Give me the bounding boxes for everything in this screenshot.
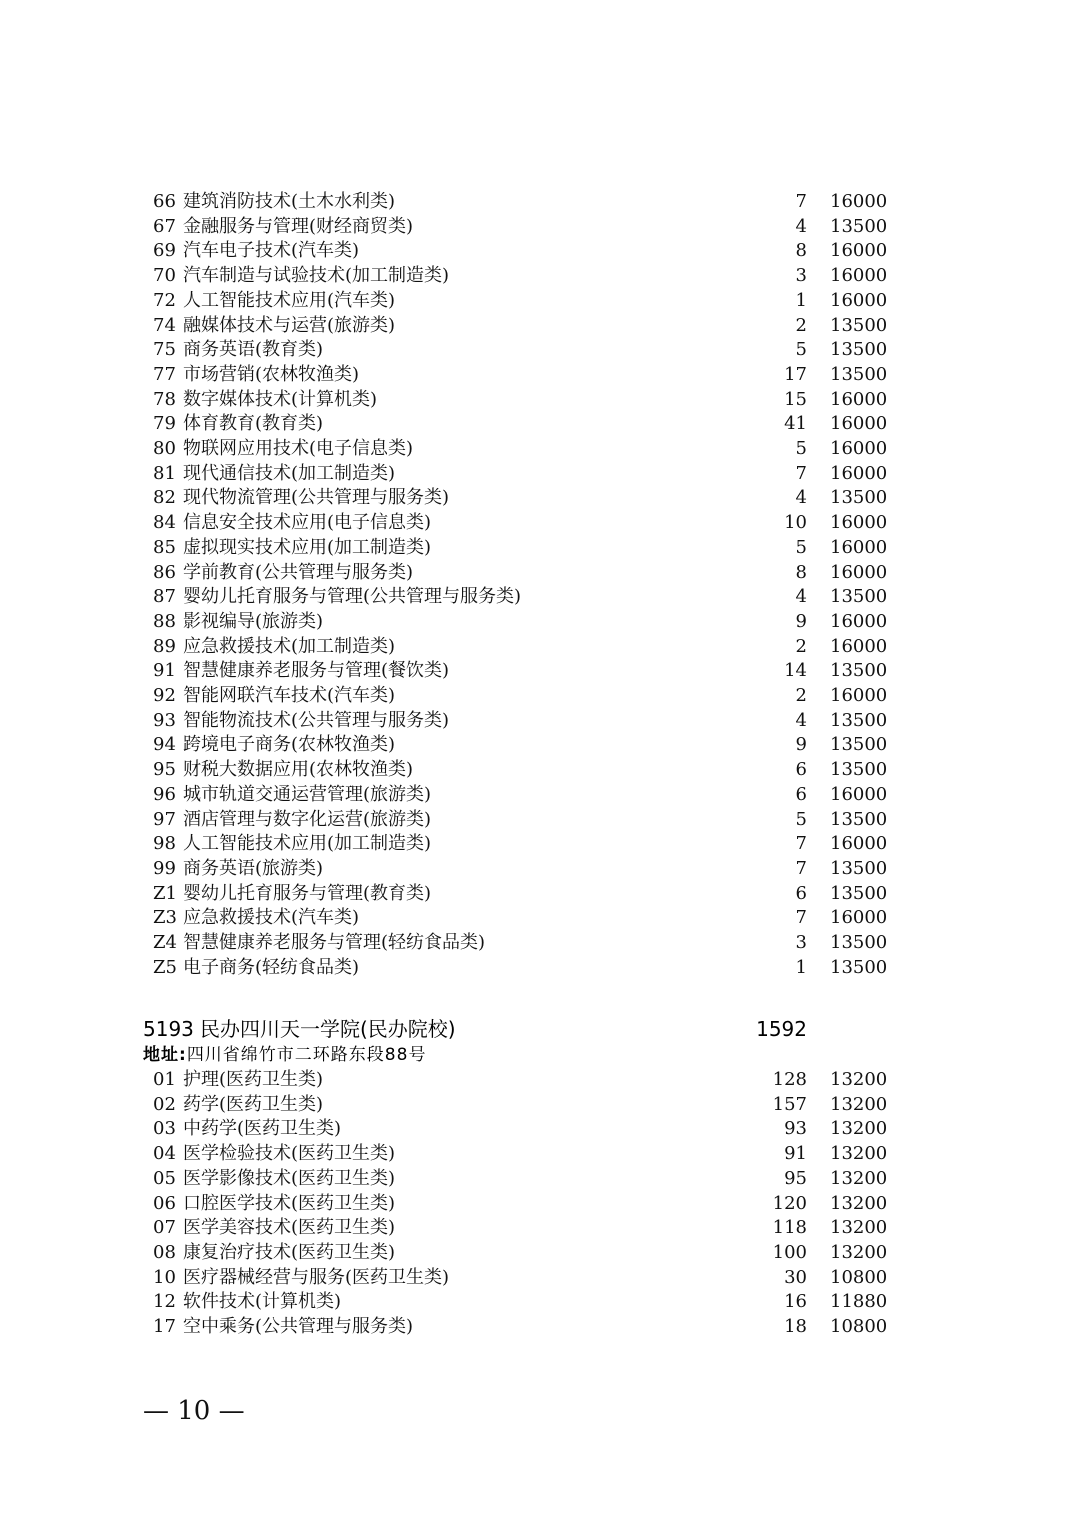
program-name: 融媒体技术与运营(旅游类) [183,314,396,336]
program-name: 体育教育(教育类) [183,413,324,435]
tuition-fee: 16000 [830,907,888,929]
enrollment-count: 5 [795,536,807,558]
program-code: Z1 [153,882,177,904]
program-name: 医学检验技术(医药卫生类) [183,1143,396,1165]
enrollment-count: 6 [795,882,807,904]
table-row [0,931,1080,956]
program-name: 汽车制造与试验技术(加工制造类) [183,265,450,287]
enrollment-count: 9 [795,610,807,632]
tuition-fee: 16000 [830,833,888,855]
tuition-fee: 13500 [830,339,888,361]
table-row [0,289,1080,314]
enrollment-count: 10 [784,512,807,534]
program-code: 07 [153,1217,176,1239]
program-name: 药学(医药卫生类) [183,1093,324,1115]
tuition-fee: 13500 [830,759,888,781]
program-code: 89 [153,635,176,657]
program-name: 软件技术(计算机类) [183,1291,342,1313]
tuition-fee: 16000 [830,388,888,410]
program-code: 78 [153,388,176,410]
enrollment-count: 5 [795,339,807,361]
program-code: 85 [153,536,176,558]
enrollment-count: 7 [795,907,807,929]
program-code: 99 [153,857,176,879]
program-code: 96 [153,783,176,805]
table-row [0,758,1080,783]
school-total-enrollment: 1592 [756,1017,807,1041]
program-code: 81 [153,462,176,484]
tuition-fee: 16000 [830,462,888,484]
enrollment-count: 14 [784,660,807,682]
table-row [0,1290,1080,1315]
tuition-fee: 16000 [830,512,888,534]
tuition-fee: 16000 [830,191,888,212]
school-name: 民办四川天一学院(民办院校) [200,1017,456,1041]
program-code: 03 [153,1118,176,1140]
address-text: 四川省绵竹市二环路东段88号 [186,1045,427,1065]
program-code: 70 [153,265,176,287]
program-name: 城市轨道交通运营管理(旅游类) [183,783,432,805]
program-name: 医学影像技术(医药卫生类) [183,1167,396,1189]
enrollment-count: 120 [772,1192,807,1214]
enrollment-count: 3 [795,265,807,287]
program-code: 77 [153,363,176,385]
table-row [0,1315,1080,1340]
program-code: 84 [153,512,176,534]
table-row [0,1266,1080,1291]
tuition-fee: 13500 [830,932,888,953]
program-name: 数字媒体技术(计算机类) [183,388,378,410]
tuition-fee: 13200 [830,1217,888,1239]
tuition-fee: 16000 [830,240,888,262]
program-code: Z5 [153,956,177,978]
enrollment-count: 8 [795,561,807,583]
program-code: 69 [153,240,176,262]
table-row [0,956,1080,981]
enrollment-count: 17 [784,363,807,385]
program-code: 86 [153,561,176,583]
program-name: 市场营销(农林牧渔类) [183,363,360,385]
program-name: 智慧健康养老服务与管理(轻纺食品类) [183,932,486,953]
tuition-fee: 16000 [830,685,888,706]
school-address [143,1043,426,1067]
tuition-fee: 13200 [830,1093,888,1115]
tuition-fee: 16000 [830,265,888,287]
tuition-fee: 11880 [830,1291,888,1313]
enrollment-count: 1 [795,289,807,311]
tuition-fee: 13200 [830,1167,888,1189]
program-name: 应急救援技术(汽车类) [183,907,360,929]
tuition-fee: 13500 [830,734,888,756]
tuition-fee: 13500 [830,487,888,509]
program-name: 空中乘务(公共管理与服务类) [183,1316,414,1337]
program-name: 康复治疗技术(医药卫生类) [183,1241,396,1263]
enrollment-count: 5 [795,438,807,459]
program-code: 92 [153,685,176,706]
tuition-fee: 13500 [830,586,888,608]
program-code: 98 [153,833,176,855]
tuition-fee: 16000 [830,635,888,657]
program-code: 17 [153,1316,176,1337]
table-row [0,585,1080,610]
enrollment-count: 157 [772,1093,807,1115]
program-code: 04 [153,1143,176,1165]
table-row [0,264,1080,289]
table-row [0,610,1080,635]
program-name: 口腔医学技术(医药卫生类) [183,1192,396,1214]
tuition-fee: 13500 [830,660,888,682]
enrollment-count: 16 [784,1291,807,1313]
program-name: 医疗器械经营与服务(医药卫生类) [183,1266,450,1288]
enrollment-count: 9 [795,734,807,756]
program-code: 87 [153,586,176,608]
program-name: 现代通信技术(加工制造类) [183,462,396,484]
table-row [0,314,1080,339]
tuition-fee: 13500 [830,709,888,731]
program-code: 02 [153,1093,176,1115]
enrollment-count: 7 [795,191,807,212]
enrollment-count: 2 [795,635,807,657]
program-code: 80 [153,438,176,459]
program-code: 97 [153,808,176,830]
program-name: 商务英语(旅游类) [183,857,324,879]
program-name: 跨境电子商务(农林牧渔类) [183,734,396,756]
table-row [0,536,1080,561]
program-code: 79 [153,413,176,435]
program-code: 67 [153,215,176,237]
page-number: — 10 — [143,1396,245,1426]
enrollment-count: 6 [795,759,807,781]
table-row [0,1068,1080,1093]
program-name: 中药学(医药卫生类) [183,1118,342,1140]
enrollment-count: 7 [795,462,807,484]
program-code: Z4 [153,932,177,953]
enrollment-count: 93 [784,1118,807,1140]
program-name: 应急救援技术(加工制造类) [183,635,396,657]
tuition-fee: 16000 [830,413,888,435]
tuition-fee: 10800 [830,1266,888,1288]
tuition-fee: 16000 [830,438,888,459]
table-row [0,190,1080,215]
program-code: 05 [153,1167,176,1189]
program-code: 01 [153,1069,176,1090]
enrollment-count: 15 [784,388,807,410]
program-code: 91 [153,660,176,682]
tuition-fee: 16000 [830,783,888,805]
program-code: 82 [153,487,176,509]
table-row [0,783,1080,808]
table-row [0,857,1080,882]
enrollment-count: 4 [795,586,807,608]
program-name: 婴幼儿托育服务与管理(教育类) [183,882,432,904]
tuition-fee: 16000 [830,536,888,558]
program-name: 电子商务(轻纺食品类) [183,956,360,978]
enrollment-count: 18 [784,1316,807,1337]
program-name: 信息安全技术应用(电子信息类) [183,512,432,534]
program-name: 建筑消防技术(土木水利类) [183,191,396,212]
program-name: 物联网应用技术(电子信息类) [183,438,414,459]
table-row [0,1167,1080,1192]
enrollment-count: 100 [772,1241,807,1263]
school-header [0,1015,1080,1043]
table-row [0,239,1080,264]
table-row [0,561,1080,586]
table-row [0,733,1080,758]
table-row [0,215,1080,240]
tuition-fee: 13200 [830,1069,888,1090]
table-row [0,486,1080,511]
program-code: 66 [153,191,176,212]
program-name: 影视编导(旅游类) [183,610,324,632]
enrollment-count: 4 [795,215,807,237]
enrollment-count: 5 [795,808,807,830]
enrollment-count: 3 [795,932,807,953]
table-row [0,1241,1080,1266]
table-row [0,338,1080,363]
enrollment-count: 7 [795,857,807,879]
table-row [0,684,1080,709]
program-name: 智能物流技术(公共管理与服务类) [183,709,450,731]
tuition-fee: 13200 [830,1118,888,1140]
table-row [0,906,1080,931]
program-code: 08 [153,1241,176,1263]
tuition-fee: 10800 [830,1316,888,1337]
program-code: 72 [153,289,176,311]
table-row [0,1093,1080,1118]
table-row [0,462,1080,487]
table-row [0,832,1080,857]
table-row [0,882,1080,907]
tuition-fee: 13500 [830,215,888,237]
program-code: 94 [153,734,176,756]
program-name: 金融服务与管理(财经商贸类) [183,215,414,237]
tuition-fee: 16000 [830,610,888,632]
enrollment-count: 7 [795,833,807,855]
tuition-fee: 13500 [830,314,888,336]
table-row [0,388,1080,413]
program-name: 护理(医药卫生类) [183,1069,324,1090]
program-name: 学前教育(公共管理与服务类) [183,561,414,583]
enrollment-count: 2 [795,685,807,706]
enrollment-count: 6 [795,783,807,805]
table-row [0,635,1080,660]
table-row [0,1142,1080,1167]
table-row [0,1192,1080,1217]
program-code: 95 [153,759,176,781]
enrollment-count: 30 [784,1266,807,1288]
tuition-fee: 13200 [830,1192,888,1214]
program-code: 12 [153,1291,176,1313]
enrollment-count: 4 [795,487,807,509]
program-name: 人工智能技术应用(加工制造类) [183,833,432,855]
enrollment-count: 8 [795,240,807,262]
tuition-fee: 13200 [830,1241,888,1263]
tuition-fee: 16000 [830,289,888,311]
enrollment-count: 1 [795,956,807,978]
program-name: 智能网联汽车技术(汽车类) [183,685,396,706]
program-name: 酒店管理与数字化运营(旅游类) [183,808,432,830]
table-row [0,363,1080,388]
enrollment-count: 128 [772,1069,807,1090]
school-code: 5193 [143,1017,194,1041]
program-code: 93 [153,709,176,731]
table-row [0,1216,1080,1241]
program-name: 医学美容技术(医药卫生类) [183,1217,396,1239]
table-row [0,709,1080,734]
program-name: 人工智能技术应用(汽车类) [183,289,396,311]
table-row [0,808,1080,833]
tuition-fee: 13500 [830,363,888,385]
program-name: 财税大数据应用(农林牧渔类) [183,759,414,781]
address-label: 地址: [143,1045,187,1065]
program-code: 74 [153,314,176,336]
enrollment-count: 95 [784,1167,807,1189]
program-name: 婴幼儿托育服务与管理(公共管理与服务类) [183,586,522,608]
enrollment-count: 4 [795,709,807,731]
enrollment-count: 91 [784,1143,807,1165]
table-row [0,659,1080,684]
tuition-fee: 13500 [830,808,888,830]
tuition-fee: 13500 [830,857,888,879]
tuition-fee: 16000 [830,561,888,583]
program-name: 智慧健康养老服务与管理(餐饮类) [183,660,450,682]
enrollment-count: 118 [772,1217,807,1239]
enrollment-count: 2 [795,314,807,336]
tuition-fee: 13500 [830,882,888,904]
table-row [0,412,1080,437]
program-code: 75 [153,339,176,361]
table-row [0,1117,1080,1142]
program-name: 虚拟现实技术应用(加工制造类) [183,536,432,558]
program-code: 88 [153,610,176,632]
table-row [0,437,1080,462]
program-code: Z3 [153,907,177,929]
enrollment-count: 41 [784,413,807,435]
program-code: 06 [153,1192,176,1214]
tuition-fee: 13200 [830,1143,888,1165]
program-name: 商务英语(教育类) [183,339,324,361]
table-row [0,511,1080,536]
program-code: 10 [153,1266,176,1288]
program-name: 现代物流管理(公共管理与服务类) [183,487,450,509]
program-name: 汽车电子技术(汽车类) [183,240,360,262]
tuition-fee: 13500 [830,956,888,978]
